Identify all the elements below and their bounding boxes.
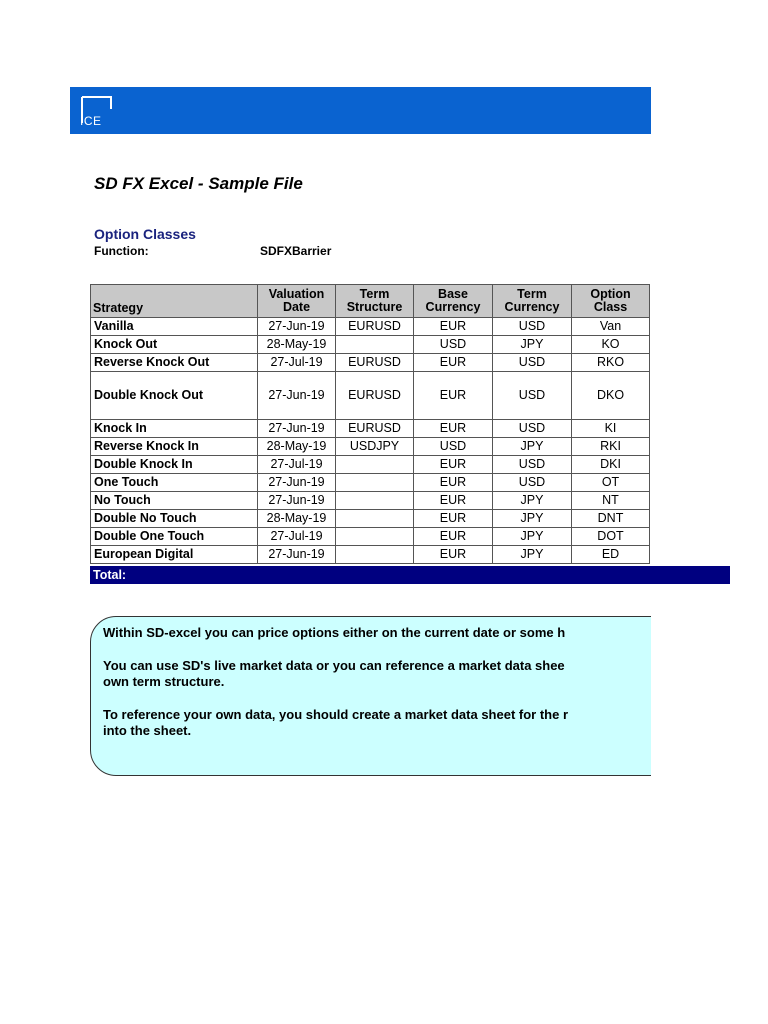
cell-option-class[interactable]: Van	[572, 318, 650, 336]
header-term-structure: Term Structure	[336, 285, 414, 318]
table-header-row	[91, 285, 650, 318]
note-line: into the sheet.	[103, 723, 192, 738]
cell-option-class[interactable]: KO	[572, 336, 650, 354]
cell-term-currency[interactable]: JPY	[493, 510, 572, 528]
function-value: SDFXBarrier	[260, 244, 332, 258]
table-row	[91, 438, 650, 456]
header-base-currency: Base Currency	[414, 285, 493, 318]
header-term-currency: Term Currency	[493, 285, 572, 318]
cell-option-class[interactable]: DKO	[572, 372, 650, 420]
cell-strategy[interactable]: Knock In	[91, 420, 258, 438]
cell-term-currency[interactable]: USD	[493, 354, 572, 372]
cell-strategy[interactable]: Double No Touch	[91, 510, 258, 528]
header-banner	[70, 87, 651, 134]
cell-term-structure[interactable]	[336, 336, 414, 354]
cell-option-class[interactable]: DNT	[572, 510, 650, 528]
cell-strategy[interactable]: One Touch	[91, 474, 258, 492]
cell-strategy[interactable]: No Touch	[91, 492, 258, 510]
table-row	[91, 474, 650, 492]
cell-base-currency[interactable]: EUR	[414, 354, 493, 372]
cell-term-currency[interactable]: USD	[493, 456, 572, 474]
cell-term-currency[interactable]: JPY	[493, 336, 572, 354]
cell-term-structure[interactable]	[336, 456, 414, 474]
table-row	[91, 528, 650, 546]
cell-option-class[interactable]: ED	[572, 546, 650, 564]
total-row[interactable]	[90, 566, 730, 584]
cell-term-currency[interactable]: JPY	[493, 438, 572, 456]
cell-term-structure[interactable]	[336, 474, 414, 492]
logo-text: ICE	[80, 114, 102, 128]
cell-valuation-date[interactable]: 27-Jun-19	[258, 420, 336, 438]
cell-base-currency[interactable]: EUR	[414, 456, 493, 474]
cell-option-class[interactable]: NT	[572, 492, 650, 510]
cell-option-class[interactable]: DKI	[572, 456, 650, 474]
header-option-class: Option Class	[572, 285, 650, 318]
cell-term-structure[interactable]: EURUSD	[336, 354, 414, 372]
table-row	[91, 336, 650, 354]
cell-term-currency[interactable]: JPY	[493, 492, 572, 510]
cell-base-currency[interactable]: EUR	[414, 318, 493, 336]
cell-valuation-date[interactable]: 27-Jul-19	[258, 528, 336, 546]
cell-strategy[interactable]: Double One Touch	[91, 528, 258, 546]
section-title: Option Classes	[94, 226, 196, 242]
cell-valuation-date[interactable]: 27-Jun-19	[258, 492, 336, 510]
cell-option-class[interactable]: RKI	[572, 438, 650, 456]
cell-option-class[interactable]: KI	[572, 420, 650, 438]
header-strategy: Strategy	[91, 285, 258, 318]
cell-term-structure[interactable]	[336, 546, 414, 564]
cell-valuation-date[interactable]: 28-May-19	[258, 438, 336, 456]
cell-option-class[interactable]: RKO	[572, 354, 650, 372]
document-title: SD FX Excel - Sample File	[94, 174, 303, 193]
header-valuation-date: Valuation Date	[258, 285, 336, 318]
note-line: Within SD-excel you can price options either on the current date or some h	[103, 625, 566, 640]
note-callout	[90, 616, 651, 778]
cell-valuation-date[interactable]: 28-May-19	[258, 510, 336, 528]
table-row	[91, 372, 650, 420]
cell-valuation-date[interactable]: 27-Jun-19	[258, 372, 336, 420]
cell-term-currency[interactable]: USD	[493, 420, 572, 438]
table-row	[91, 546, 650, 564]
note-line: You can use SD's live market data or you can reference a market data shee	[103, 657, 565, 673]
cell-term-currency[interactable]: JPY	[493, 546, 572, 564]
cell-term-currency[interactable]: USD	[493, 474, 572, 492]
option-classes-table	[90, 284, 650, 564]
note-text	[103, 625, 651, 756]
cell-base-currency[interactable]: EUR	[414, 492, 493, 510]
table-row	[91, 318, 650, 336]
cell-term-structure[interactable]	[336, 528, 414, 546]
cell-base-currency[interactable]: EUR	[414, 528, 493, 546]
table-row	[91, 492, 650, 510]
cell-valuation-date[interactable]: 27-Jul-19	[258, 456, 336, 474]
cell-term-structure[interactable]	[336, 492, 414, 510]
cell-strategy[interactable]: Double Knock In	[91, 456, 258, 474]
cell-term-structure[interactable]	[336, 510, 414, 528]
cell-valuation-date[interactable]: 27-Jul-19	[258, 354, 336, 372]
cell-term-currency[interactable]: USD	[493, 318, 572, 336]
cell-option-class[interactable]: DOT	[572, 528, 650, 546]
cell-term-structure[interactable]: EURUSD	[336, 420, 414, 438]
cell-strategy[interactable]: Knock Out	[91, 336, 258, 354]
cell-strategy[interactable]: Double Knock Out	[91, 372, 258, 420]
cell-option-class[interactable]: OT	[572, 474, 650, 492]
table-row	[91, 420, 650, 438]
cell-strategy[interactable]: Reverse Knock Out	[91, 354, 258, 372]
function-label: Function:	[94, 244, 149, 258]
table-row	[91, 456, 650, 474]
cell-strategy[interactable]: European Digital	[91, 546, 258, 564]
cell-term-structure[interactable]: USDJPY	[336, 438, 414, 456]
cell-base-currency[interactable]: EUR	[414, 474, 493, 492]
total-label: Total:	[93, 568, 127, 582]
cell-valuation-date[interactable]: 27-Jun-19	[258, 318, 336, 336]
cell-valuation-date[interactable]: 28-May-19	[258, 336, 336, 354]
note-line: To reference your own data, you should create a market data sheet for the r	[103, 706, 568, 722]
cell-term-structure[interactable]: EURUSD	[336, 372, 414, 420]
cell-base-currency[interactable]: EUR	[414, 510, 493, 528]
cell-term-currency[interactable]: USD	[493, 372, 572, 420]
cell-base-currency[interactable]: EUR	[414, 420, 493, 438]
cell-valuation-date[interactable]: 27-Jun-19	[258, 474, 336, 492]
cell-base-currency[interactable]: EUR	[414, 372, 493, 420]
cell-base-currency[interactable]: USD	[414, 336, 493, 354]
cell-valuation-date[interactable]: 27-Jun-19	[258, 546, 336, 564]
table-row	[91, 510, 650, 528]
cell-strategy[interactable]: Reverse Knock In	[91, 438, 258, 456]
cell-term-currency[interactable]: JPY	[493, 528, 572, 546]
cell-strategy[interactable]: Vanilla	[91, 318, 258, 336]
table-row	[91, 354, 650, 372]
cell-term-structure[interactable]: EURUSD	[336, 318, 414, 336]
cell-base-currency[interactable]: USD	[414, 438, 493, 456]
cell-base-currency[interactable]: EUR	[414, 546, 493, 564]
note-line: own term structure.	[103, 674, 225, 689]
